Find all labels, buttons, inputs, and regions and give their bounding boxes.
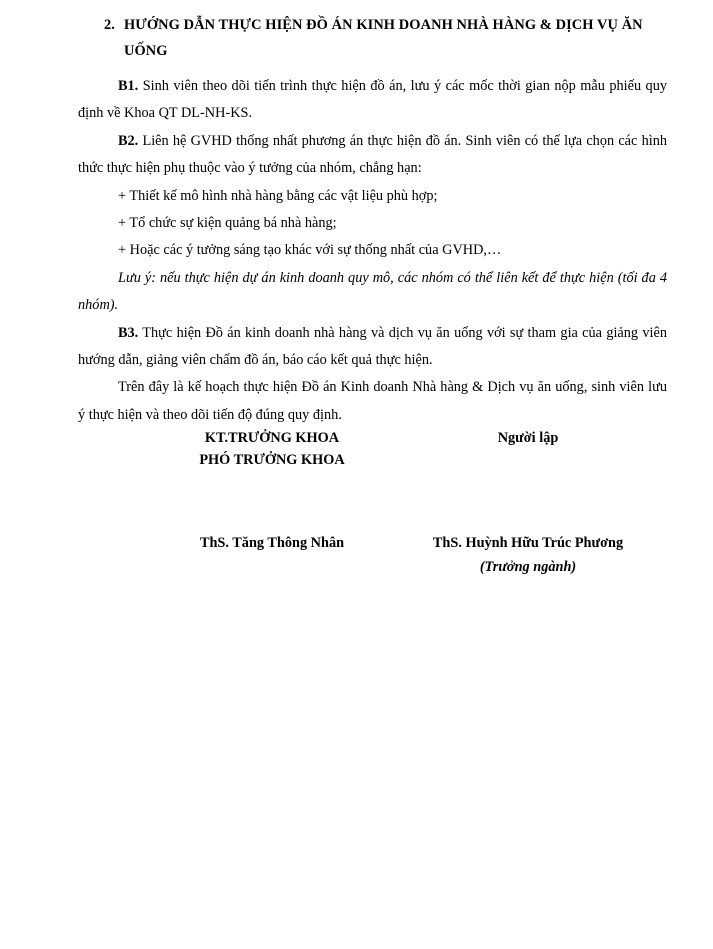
paragraph-b1-label: B1.	[118, 78, 139, 94]
bullet-item: + Hoặc các ý tưởng sáng tạo khác với sự thống nhất của GVHD,…	[118, 242, 502, 259]
signature-right-name: ThS. Huỳnh Hữu Trúc Phương	[432, 535, 624, 551]
signature-left-title-line1: KT.TRƯỞNG KHOA	[204, 430, 340, 446]
signature-right-title: Người lập	[497, 430, 559, 446]
section-heading	[104, 12, 670, 64]
paragraph-b3-label: B3.	[118, 324, 139, 341]
section-heading-number: 2.	[104, 17, 115, 33]
paragraph-b2	[78, 128, 667, 183]
signature-right-name-role: (Trưởng ngành)	[479, 559, 577, 575]
document-body	[78, 73, 667, 429]
paragraph-b1-text: Sinh viên theo dõi tiến trình thực hiện đồ án, lưu ý các mốc thời gian nộp mẫu phiếu quy định về Khoa QT DL-NH-KS.	[78, 78, 667, 122]
paragraph-b2-text: Liên hệ GVHD thống nhất phương án thực hiện đồ án. Sinh viên có thể lựa chọn các hình thức thực hiện phụ thuộc vào ý tưởng của nhóm, chẳng hạn:	[78, 132, 667, 177]
paragraph-closing: Trên đây là kế hoạch thực hiện Đồ án Kinh doanh Nhà hàng & Dịch vụ ăn uống, sinh viên lưu ý thực hiện và theo dõi tiến độ đúng quy định.	[78, 379, 667, 423]
bullet-item: + Thiết kế mô hình nhà hàng bằng các vật liệu phù hợp;	[118, 187, 438, 204]
paragraph-b3-text: Thực hiện Đồ án kinh doanh nhà hàng và dịch vụ ăn uống với sự tham gia của giảng viên hướng dẫn, giảng viên chấm đồ án, báo cáo kết quả thực hiện.	[78, 324, 667, 369]
bullet-item: + Tổ chức sự kiện quảng bá nhà hàng;	[118, 215, 337, 232]
signature-block	[78, 427, 667, 471]
signature-left-title-line2: PHÓ TRƯỞNG KHOA	[199, 452, 345, 468]
paragraph-b1	[78, 73, 667, 128]
paragraph-b3	[78, 320, 667, 375]
note-paragraph: Lưu ý: nếu thực hiện dự án kinh doanh quy mô, các nhóm có thể liên kết để thực hiện (tối đa 4 nhóm).	[78, 269, 667, 314]
paragraph-b2-label: B2.	[118, 132, 139, 149]
signature-left-name: ThS. Tăng Thông Nhân	[199, 535, 345, 551]
section-heading-title: HƯỚNG DẪN THỰC HIỆN ĐỒ ÁN KINH DOANH NHÀ HÀNG & DỊCH VỤ ĂN UỐNG	[124, 17, 643, 59]
